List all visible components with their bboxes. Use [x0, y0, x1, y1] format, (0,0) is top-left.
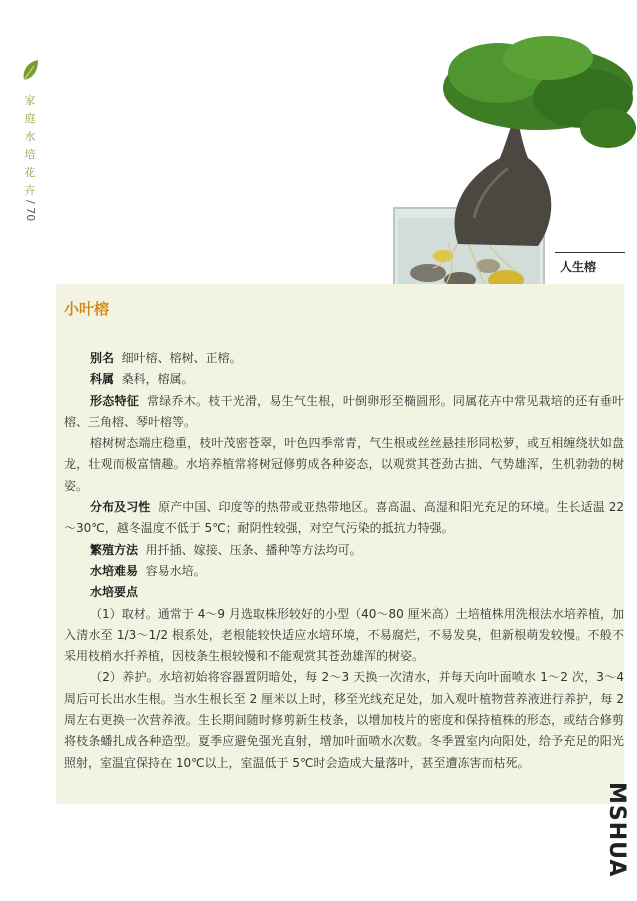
paragraph-propagation: 繁殖方法 用扦插、嫁接、压条、播种等方法均可。: [90, 542, 362, 557]
paragraph-points-heading: 水培要点: [90, 585, 139, 600]
paragraph-difficulty: 水培难易 容易水培。: [90, 563, 206, 578]
watermark: MSHUA: [604, 782, 629, 878]
paragraph-step-2: （2）养护。水培初始将容器置阴暗处，每 2～3 天换一次清水，并每天向叶面喷水 1～2 次，3～4 周后可长出水生根。当水生根长至 2 厘米以上时，移至光线充足处，加入观叶植物营养液进行养护，每 2 周左右更换一次营养液。生长期间随时修剪新生枝条，以增加枝片的密度和保持植株的形态，或结合修剪将枝条蟠扎成各种造型。夏季应避免强光直射，增加叶面喷水次数。冬季置室内向阳处，给予充足的阳光照射，室温宜保持在 10℃以上，室温低于 5℃时会造成大量落叶，甚至遭冻害而枯死。: [64, 670, 624, 770]
paragraph-alias: 别名 细叶榕、榕树、正榕。: [90, 351, 242, 365]
paragraph-step-1: （1）取材。通常于 4～9 月选取株形较好的小型（40～80 厘米高）土培植株用洗根法水培养植，加入清水至 1/3～1/2 根系处，老根能较快适应水培环境，不易腐烂，不易发臭，但新根萌发较慢。不般不采用枝梢水扦养植，因枝条生根较慢和不能观赏其苍劲雄浑的树姿。: [64, 606, 624, 664]
plant-title: 小叶榕: [64, 300, 110, 318]
paragraph-description: 榕树树态端庄稳重，枝叶茂密苍翠，叶色四季常青，气生根或丝丝悬挂形同松萝，或互相缠绕状如盘龙，壮观而极富情趣。水培养植常将树冠修剪成各种姿态，以观赏其苍劲古拙、气势雄浑，生机勃勃的树姿。: [64, 436, 624, 493]
photo-caption: 人生榕: [560, 260, 597, 274]
side-book-title: 家 庭 水 培 花 卉: [24, 94, 36, 197]
paragraph-morphology: 形态特征 常绿乔木。枝干光滑，易生气生根，叶倒卵形至椭圆形。同属花卉中常见栽培的还有垂叶榕、三角榕、琴叶榕等。: [64, 393, 624, 429]
paragraph-family: 科属 桑科，榕属。: [90, 372, 194, 387]
leaf-icon: [20, 58, 42, 84]
paragraph-habit: 分布及习性 原产中国、印度等的热带或亚热带地区。喜高温、高湿和阳光充足的环境。生长适温 22～30℃，越冬温度不低于 5℃；耐阴性较强，对空气污染的抵抗力特强。: [64, 500, 624, 536]
article-body: [64, 348, 624, 774]
bonsai-photo: [388, 18, 637, 303]
page-number: / 70: [24, 200, 37, 222]
caption-rule: [555, 252, 625, 253]
